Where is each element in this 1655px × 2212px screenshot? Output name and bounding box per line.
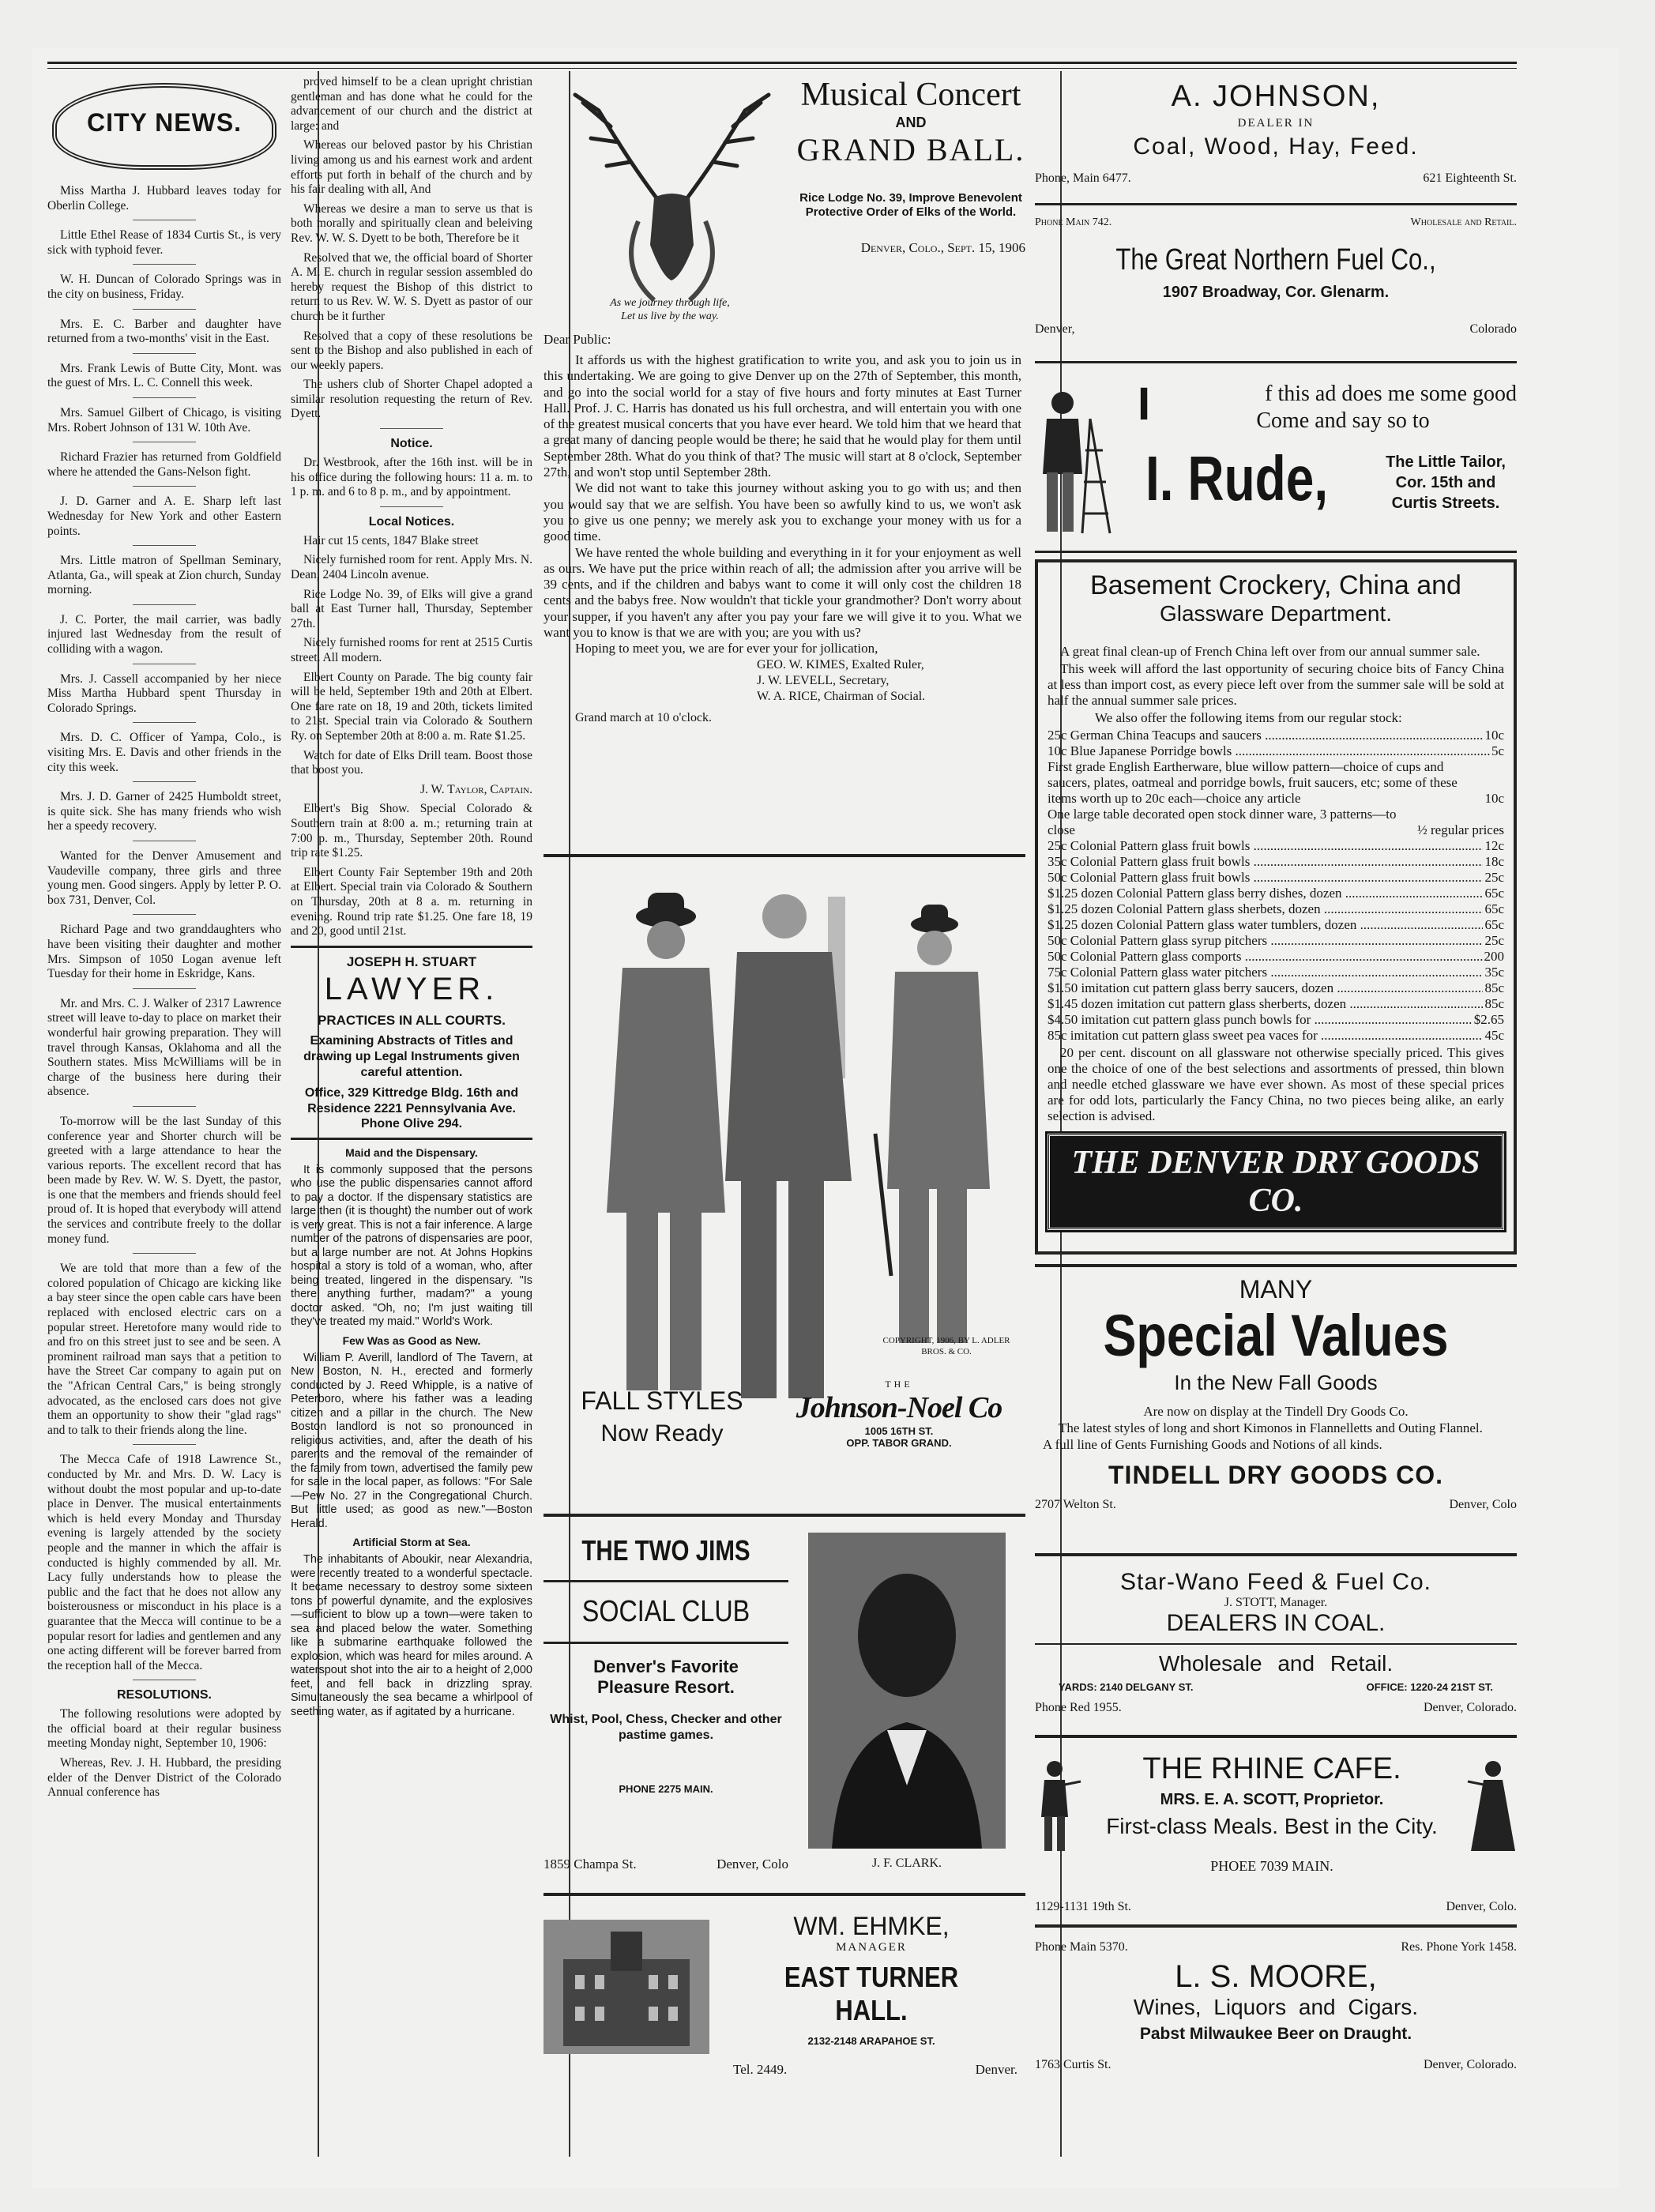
- news-item: We are told that more than a few of the colored population of Chicago are kicking like a bay steer since the open cable cars have been replaced with enclosed electric cars on a popular street. Heretofore many would ride to and fro on this street just to see and be seen. A prominent railroad man says that a petition to have the Street Car company to again put on the "African Central Cars," is being strongly advocated, as the enclosed cars does not give them an opportunity to show their "glad rags" and to talk to their friends along the line.: [47, 1262, 281, 1437]
- news-item: Elbert County on Parade. The big county fair will be held, September 19th and 20th at Elbert. One fare rate on 18, 19 and 20th, tickets limited to 21st. Special train via Colorado & Southern Ry. on September 20th at 8:00 a. m. Rate $1.25.: [291, 670, 532, 743]
- few-heading: Few Was as Good as New.: [342, 1334, 481, 1347]
- news-item: Little Ethel Rease of 1834 Curtis St., is very sick with typhoid fever.: [47, 228, 281, 257]
- denver-dry-goods-logo: THE DENVER DRY GOODS CO.: [1048, 1134, 1504, 1230]
- ehmke-city: Denver.: [975, 2062, 1017, 2077]
- divider: [133, 486, 196, 487]
- concert-and: AND: [895, 115, 927, 130]
- divider: [133, 722, 196, 723]
- crockery-title2: Glassware Department.: [1159, 601, 1393, 626]
- news-item: Whereas we desire a man to serve us that is both morally and spiritually clean and beleiving Rev. W. W. S. Dyett to be both, Therefore be it: [291, 201, 532, 245]
- rude-name: I. Rude,: [1145, 443, 1329, 514]
- column-concert: [544, 75, 1025, 2125]
- divider: [133, 604, 196, 605]
- ehmke-addr: 2132-2148 ARAPAHOE ST.: [807, 2035, 935, 2047]
- starwano-phone: Phone Red 1955.: [1035, 1701, 1122, 1714]
- games: Whist, Pool, Chess, Checker and other pastime games.: [550, 1713, 782, 1742]
- news-item: proved himself to be a clean upright christian gentleman and has done what he could for the advancement of our church and the district at large: and: [291, 75, 532, 133]
- price-item: 50c Colonial Pattern glass comports .....: [1048, 949, 1483, 965]
- price-item: $1.50 imitation cut pattern glass berry saucers, dozen .....: [1048, 980, 1483, 996]
- lawyer-practice: PRACTICES IN ALL COURTS.: [317, 1012, 506, 1028]
- price-item: First grade English Eartherware, blue willow pattern—choice of cups and saucers, plates, oatmeal and porridge bowls, fruit saucers, etc; some of these items worth up to 20c each—choice any article: [1048, 759, 1458, 806]
- moore-phone: Phone Main 5370.: [1035, 1940, 1128, 1954]
- turner-hall-ad: [544, 1896, 1025, 2101]
- rude-t2: Cor. 15th and: [1395, 474, 1496, 491]
- news-item: Whereas, Rev. J. H. Hubbard, the presiding elder of the Denver District of the Colorado Annual conference has: [47, 1756, 281, 1800]
- club-phone: PHONE 2275 MAIN.: [619, 1783, 713, 1795]
- ehmke-hall: EAST TURNER HALL.: [784, 1961, 959, 2026]
- three-men-illustration-icon: [559, 881, 1002, 1410]
- favorite-line2: Pleasure Resort.: [597, 1677, 735, 1697]
- waiter-icon: [1035, 1758, 1082, 1853]
- news-item: Hair cut 15 cents, 1847 Blake street: [303, 533, 479, 547]
- tindell-l3: A full line of Gents Furnishing Goods and Notions of all kinds.: [1043, 1437, 1382, 1452]
- rude-tailor-ad: [1035, 363, 1517, 553]
- moore-ad: [1035, 1928, 1517, 2094]
- price-row: [1048, 743, 1504, 759]
- price-item: $1.45 dozen imitation cut pattern glass sherberts, dozen .....: [1048, 996, 1483, 1012]
- grand-ball-title: GRAND BALL.: [796, 132, 1025, 167]
- resolutions-continued: [291, 75, 532, 422]
- two-jims-ad: [544, 1517, 1025, 1896]
- news-item: Richard Frazier has returned from Goldfield where he attended the Gans-Nelson fight.: [47, 450, 281, 479]
- price-value: 35c: [1484, 965, 1504, 980]
- price-value: 65c: [1484, 917, 1504, 932]
- crockery-title1: Basement Crockery, China and: [1090, 570, 1461, 600]
- tindell-special: Special Values: [1103, 1303, 1449, 1368]
- price-value: 10c: [1484, 728, 1504, 743]
- local-notices: [291, 534, 532, 778]
- news-item: The following resolutions were adopted by the official board at their regular business meeting Monday night, September 10, 1906:: [47, 1707, 281, 1751]
- northern-footer: [1035, 322, 1517, 337]
- divider: [133, 781, 196, 782]
- column-resolutions: [291, 75, 532, 2125]
- logo-addr1: 1005 16TH ST.: [864, 1425, 934, 1437]
- price-item: $1.25 dozen Colonial Pattern glass sherbets, dozen .....: [1048, 901, 1483, 917]
- concert-heading: [796, 75, 1025, 256]
- price-value: 85c: [1484, 980, 1504, 995]
- price-item: 25c Colonial Pattern glass fruit bowls .....: [1048, 838, 1483, 854]
- northern-phone: Phone Main 742.: [1035, 216, 1112, 228]
- ehmke-text: [725, 1912, 1017, 2047]
- lawyer-title: LAWYER.: [324, 971, 499, 1006]
- price-row: [1048, 854, 1504, 870]
- rhine-name: THE RHINE CAFE.: [1142, 1752, 1401, 1785]
- northern-city: Denver,: [1035, 322, 1075, 336]
- signatures: [544, 657, 1021, 705]
- price-row: [1048, 728, 1504, 743]
- price-item: 10c Blue Japanese Porridge bowls .....: [1048, 743, 1490, 759]
- news-item: It affords us with the highest gratification to write you, and ask you to join us in this undertaking. We are going to give Denver up on the 27th of September, this month, and go into the social world for a stay of five hours and forty minutes at East Turner Hall. Prof. J. C. Harris has donated us his full orchestra, and will entertain you with one of the greatest musical concerts that you have ever heard. We told him that we heard that a great many of dancing people would be there; he said that he would play for them until September 28th. What do you think of that? The music will start at 8 o'clock, September 27th, and won't stop until September 28th.: [544, 352, 1021, 480]
- tindell-l2: The latest styles of long and short Kimonos in Flannelletts and Outing Flannel.: [1059, 1420, 1483, 1435]
- price-item: $4.50 imitation cut pattern glass punch bowls for .....: [1048, 1012, 1473, 1028]
- rhine-footer: [1035, 1900, 1517, 1914]
- signature-3: W. A. RICE, Chairman of Social.: [757, 689, 926, 703]
- price-item: 35c Colonial Pattern glass fruit bowls .....: [1048, 854, 1483, 870]
- tindell-many: MANY: [1239, 1275, 1313, 1304]
- price-row: [1048, 949, 1504, 965]
- lawyer-ad: [291, 946, 532, 1140]
- rhine-phone: PHOEE 7039 MAIN.: [1210, 1858, 1333, 1874]
- tindell-l1: Are now on display at the Tindell Dry Goods Co.: [1143, 1404, 1409, 1419]
- crockery-intro1: A great final clean-up of French China left over from our annual summer sale.: [1060, 644, 1480, 659]
- johnson-ad: [1035, 75, 1517, 205]
- turner-hall-building-icon: [544, 1920, 709, 2054]
- rhine-cafe-ad: [1035, 1738, 1517, 1928]
- price-row: [1048, 965, 1504, 980]
- tindell-name: TINDELL DRY GOODS CO.: [1108, 1461, 1443, 1489]
- city-news-title: CITY NEWS.: [86, 108, 243, 137]
- news-item: Rice Lodge No. 39, of Elks will give a grand ball at East Turner hall, Thursday, September 27th.: [291, 587, 532, 630]
- tindell-fall: In the New Fall Goods: [1174, 1371, 1378, 1394]
- starwano-ws: Wholesale and Retail.: [1158, 1651, 1394, 1676]
- news-item: Whereas our beloved pastor by his Christian living among us and his earnest work and ardent efforts put forth in behalf of the church and by his fair dealing with all, And: [291, 138, 532, 197]
- moore-res: Res. Phone York 1458.: [1401, 1940, 1517, 1954]
- lawyer-name: JOSEPH H. STUART: [346, 954, 477, 969]
- elk-head-icon: [544, 79, 796, 316]
- price-item: 75c Colonial Pattern glass water pitchers .....: [1048, 965, 1483, 980]
- local-notices-2: [291, 802, 532, 939]
- city-news-items: [47, 184, 281, 1680]
- price-value: 200: [1484, 949, 1504, 964]
- fall-styles-ad: [544, 857, 1025, 1517]
- news-item: Mrs. Frank Lewis of Butte City, Mont. was the guest of Mrs. L. C. Connell this week.: [47, 361, 281, 390]
- price-value: 65c: [1484, 886, 1504, 901]
- price-item: 50c Colonial Pattern glass syrup pitchers .....: [1048, 933, 1483, 949]
- news-item: Mr. and Mrs. C. J. Walker of 2317 Lawrence street will leave to-day to place on market their wonderful hair growing preparation. They will travel through Kansas, Oklahoma and all the Southern states. Miss McWilliams will be in charge of the business here during their absence.: [47, 996, 281, 1099]
- tailor-figure-icon: [1035, 387, 1114, 537]
- divider: [133, 309, 196, 310]
- tindell-ad: [1035, 1264, 1517, 1556]
- price-row: [1048, 901, 1504, 917]
- starwano-city: Denver, Colorado.: [1424, 1701, 1517, 1714]
- starwano-dealers: DEALERS IN COAL.: [1166, 1610, 1386, 1636]
- news-item: Nicely furnished room for rent. Apply Mrs. N. Dean, 2404 Lincoln avenue.: [291, 553, 532, 582]
- news-item: Nicely furnished rooms for rent at 2515 Curtis street. All modern.: [291, 636, 532, 664]
- top-rule-thin: [47, 68, 1517, 69]
- news-item: Mrs. J. Cassell accompanied by her niece Miss Martha Hubbard spent Thursday in Colorado Springs.: [47, 672, 281, 715]
- storm-heading: Artificial Storm at Sea.: [352, 1536, 471, 1549]
- logo-the: THE: [885, 1379, 913, 1390]
- ehmke-tel: Tel. 2449.: [733, 2062, 788, 2077]
- news-item: Richard Page and two granddaughters who have been visiting their daughter and mother Mrs. Simpson of 1050 Logan avenue left Tuesday for their home in Eskridge, Kans.: [47, 923, 281, 981]
- moore-name: L. S. MOORE,: [1175, 1959, 1377, 1994]
- news-item: W. H. Duncan of Colorado Springs was in the city on business, Friday.: [47, 273, 281, 301]
- price-value: ½ regular prices: [1417, 822, 1504, 837]
- divider: [133, 1106, 196, 1107]
- portrait-caption: J. F. CLARK.: [871, 1856, 942, 1870]
- now-ready: Now Ready: [600, 1420, 724, 1446]
- price-row: [1048, 996, 1504, 1012]
- divider: [133, 397, 196, 398]
- starwano-ad: [1035, 1556, 1517, 1738]
- notice-text: Dr. Westbrook, after the 16th inst. will be in his office during the following hours: 11 a. m. to 1 p. m. and 6 to 8 p. m., and by appointment.: [291, 456, 532, 499]
- signature-2: J. W. LEVELL, Secretary,: [757, 673, 890, 687]
- two-jims-title: THE TWO JIMS: [581, 1534, 750, 1567]
- notice-heading: Notice.: [390, 437, 433, 451]
- concert-date: Denver, Colo., Sept. 15, 1906: [860, 240, 1025, 255]
- news-item: Hoping to meet you, we are for ever your for jollication,: [575, 641, 878, 656]
- rhine-text: [1082, 1752, 1461, 1875]
- top-rule: [47, 62, 1517, 64]
- starwano-addresses: [1035, 1681, 1517, 1693]
- news-item: Mrs. D. C. Officer of Yampa, Colo., is visiting Mrs. E. Davis and other friends in the city this week.: [47, 731, 281, 774]
- starwano-yards: YARDS: 2140 DELGANY ST.: [1059, 1681, 1194, 1693]
- resolutions-text: [47, 1707, 281, 1800]
- column-city-news: [47, 75, 281, 2125]
- caption-line1: As we journey through life,: [610, 297, 730, 309]
- social-club: SOCIAL CLUB: [581, 1595, 750, 1628]
- johnson-footer: [1035, 171, 1517, 186]
- johnson-phone: Phone, Main 6477.: [1035, 171, 1131, 185]
- starwano-mgr: J. STOTT, Manager.: [1224, 1596, 1328, 1609]
- crockery-intro2: This week will afford the last opportunity of securing choice bits of Fancy China at less than import cost, as every piece left over from the summer sale will be sold at half the annual summer sale prices.: [1048, 661, 1504, 708]
- divider: [133, 914, 196, 915]
- starwano-office: OFFICE: 1220-24 21ST ST.: [1366, 1681, 1493, 1693]
- moore-top: [1035, 1940, 1517, 1954]
- news-item: Mrs. E. C. Barber and daughter have returned from a two-months' visit in the East.: [47, 317, 281, 346]
- moore-footer: [1035, 2058, 1517, 2072]
- rude-initial: I: [1138, 378, 1151, 430]
- elk-caption: [575, 296, 765, 323]
- taylor-signature: J. W. Taylor, Captain.: [420, 782, 532, 796]
- price-item: $1.25 dozen Colonial Pattern glass water tumblers, dozen .....: [1048, 917, 1483, 933]
- logo-addr2: OPP. TABOR GRAND.: [846, 1437, 952, 1449]
- northern-fuel-ad: [1035, 205, 1517, 363]
- crockery-price-list: [1048, 728, 1504, 1044]
- price-value: 5c: [1491, 743, 1504, 758]
- divider: [380, 506, 443, 507]
- rhine-meals: First-class Meals. Best in the City.: [1106, 1814, 1438, 1838]
- news-item: The Mecca Cafe of 1918 Lawrence St., conducted by Mr. and Mrs. D. W. Lacy is without doubt the most popular and up-to-date place in Denver. The musical entertainments which is held every Monday and Thursday evening is largely attended by the society people and the manner in which the affair is conducted is highly commended by all. Mr. Lacy fully understands how to please the public and the fact that he does not allow any boisterousness or misconduct in his place is a guarantee that the Mecca will continue to be a popular resort for ladies and gentlemen and any one acting different will be forever barred from the reception hall of the Mecca.: [47, 1453, 281, 1672]
- grand-march: Grand march at 10 o'clock.: [575, 710, 713, 724]
- ehmke-footer: [733, 2062, 1017, 2078]
- rude-t3: Curtis Streets.: [1391, 495, 1500, 512]
- club-city: Denver, Colo: [717, 1856, 788, 1872]
- moore-goods: Wines, Liquors and Cigars.: [1133, 1995, 1419, 2019]
- resolutions-heading: RESOLUTIONS.: [116, 1688, 212, 1702]
- moore-addr: 1763 Curtis St.: [1035, 2058, 1111, 2071]
- rude-lines: [1169, 381, 1517, 434]
- price-value: 85c: [1484, 996, 1504, 1011]
- price-value: $2.65: [1473, 1012, 1504, 1027]
- city-news-masthead: [47, 75, 281, 178]
- rhine-prop: MRS. E. A. SCOTT, Proprietor.: [1160, 1791, 1384, 1808]
- rhine-addr: 1129-1131 19th St.: [1035, 1900, 1131, 1913]
- northern-addr: 1907 Broadway, Cor. Glenarm.: [1162, 284, 1390, 301]
- fall-styles: FALL STYLES: [581, 1386, 743, 1415]
- favorite-line1: Denver's Favorite: [593, 1657, 739, 1676]
- tindell-city: Denver, Colo: [1449, 1498, 1517, 1511]
- price-row: [1048, 933, 1504, 949]
- divider: [133, 1444, 196, 1445]
- crockery-intro3: We also offer the following items from our regular stock:: [1095, 710, 1402, 725]
- price-row: [1048, 759, 1504, 807]
- johnson-name: A. JOHNSON,: [1171, 80, 1381, 113]
- moore-beer: Pabst Milwaukee Beer on Draught.: [1139, 2025, 1412, 2043]
- price-row: [1048, 980, 1504, 996]
- tindell-addr: 2707 Welton St.: [1035, 1498, 1116, 1511]
- starwano-name: Star-Wano Feed & Fuel Co.: [1119, 1569, 1432, 1595]
- news-item: Elbert's Big Show. Special Colorado & Southern train at 8:00 a. m.; returning train at 7:00 p. m., Thursday, September 20th. Round trip rate $1.25.: [291, 802, 532, 860]
- price-value: 25c: [1484, 870, 1504, 885]
- rude-address: [1375, 452, 1517, 514]
- price-value: 10c: [1484, 791, 1504, 806]
- news-item: Resolved that we, the official board of Shorter A. M. E. church in regular session assembled do hereby request the Bishop of this district to return to us Rev. W. W. S. Dyett as pastor of our church be it further: [291, 250, 532, 323]
- divider: [133, 1253, 196, 1254]
- news-item: To-morrow will be the last Sunday of this conference year and Shorter church will be greeted with a large attendance to hear the various reports. The excellent record that has been made by Rev. W. W. S. Dyett, the pastor, is one that the members and friends should feel proud of. It is hoped that everybody will attend the services and contribute freely to the dollar money fund.: [47, 1114, 281, 1246]
- moore-city: Denver, Colorado.: [1424, 2058, 1517, 2071]
- price-value: 25c: [1484, 933, 1504, 948]
- northern-name: The Great Northern Fuel Co.,: [1115, 243, 1436, 276]
- price-item: One large table decorated open stock dinner ware, 3 patterns—to close: [1048, 807, 1397, 837]
- news-item: We did not want to take this journey without asking you to go with us; and then you would say that we are selfish. You have been so awfully kind to us, we won't ask you to give us one penny; we merely ask you to exchange your money with us for a good time.: [544, 480, 1021, 544]
- news-item: J. D. Garner and A. E. Sharp left last Wednesday for New York and other Eastern points.: [47, 495, 281, 538]
- divider: [133, 353, 196, 354]
- price-value: 45c: [1484, 1028, 1504, 1043]
- price-item: $1.25 dozen Colonial Pattern glass berry dishes, dozen .....: [1048, 886, 1483, 901]
- maid-text: It is commonly supposed that the persons who use the public dispensaries cannot afford to pay a doctor. If the dispensary statistics are large then (it is thought) the number out of work is very great. This is not a fair inference. A large number of the patrons of dispensaries are poor, but a large number are not. At Johns Hopkins hospital a story is told of a woman, who, after being treated, lingered in the dispensary. "Is there anything further, madam?" a young doctor asked. "Oh, no; I'm just waiting till they've treated my maid." World's Work.: [291, 1163, 532, 1329]
- divider: [133, 545, 196, 546]
- price-item: 85c imitation cut pattern glass sweet pea vaces for .....: [1048, 1028, 1483, 1044]
- waitress-icon: [1461, 1758, 1517, 1853]
- northern-ws: Wholesale and Retail.: [1410, 216, 1517, 228]
- price-row: [1048, 917, 1504, 933]
- lawyer-office: Office, 329 Kittredge Bldg. 16th and Residence 2221 Pennsylvania Ave.: [304, 1085, 519, 1115]
- lawyer-line1: Examining Abstracts of Titles and drawing up Legal Instruments given careful attention.: [303, 1033, 520, 1079]
- concert-title: Musical Concert: [800, 77, 1021, 113]
- johnson-goods: Coal, Wood, Hay, Feed.: [1133, 134, 1419, 160]
- price-row: [1048, 1012, 1504, 1028]
- news-item: J. C. Porter, the mail carrier, was badly injured last Wednesday from the result of colliding with a wagon.: [47, 612, 281, 656]
- news-item: The ushers club of Shorter Chapel adopted a similar resolution requesting the return of Rev. Dyett.: [291, 378, 532, 421]
- portrait-photo: [808, 1533, 1006, 1849]
- rhine-city: Denver, Colo.: [1446, 1900, 1517, 1913]
- ehmke-name: WM. EHMKE,: [793, 1912, 950, 1940]
- northern-state: Colorado: [1469, 322, 1517, 336]
- rude-t1: The Little Tailor,: [1386, 453, 1506, 471]
- price-row: [1048, 886, 1504, 901]
- starwano-footer: [1035, 1701, 1517, 1715]
- price-row: [1048, 1028, 1504, 1044]
- northern-top: [1035, 216, 1517, 229]
- crockery-ad: [1035, 559, 1517, 1255]
- news-item: We have rented the whole building and everything in it for your enjoyment as well as ours. We have put the price within reach of all; the admission after you arrive will be 39 cents, and if the children and babys want to come it will only cost the children 18 cents and the babys free. Now wouldn't that tickle your grandmother? Don't worry about your supper, if you haven't any after you pay your fare we will give it to you. What we want you to know is that we are with you; are you with us?: [544, 544, 1021, 641]
- news-item: Elbert County Fair September 19th and 20th at Elbert. Special train via Colorado & Southern on Thursday, 20th at 8 a. m. returning in evening. Round trip rate $1.25. One fare 18, 19 and 20, good until 21st.: [291, 865, 532, 939]
- local-notices-heading: Local Notices.: [368, 514, 455, 529]
- logo-brand: Johnson-Noel Co: [796, 1391, 1002, 1424]
- two-jims-text: [544, 1534, 788, 1795]
- club-address: [544, 1856, 788, 1872]
- lodge-name: Rice Lodge No. 39, Improve Benevolent Protective Order of Elks of the World.: [799, 191, 1022, 219]
- divider: [380, 428, 443, 429]
- johnson-noel-logo: [780, 1379, 1017, 1449]
- news-item: Miss Martha J. Hubbard leaves today for Oberlin College.: [47, 184, 281, 213]
- signature-1: GEO. W. KIMES, Exalted Ruler,: [757, 657, 924, 672]
- portrait-icon: [808, 1533, 1006, 1849]
- news-item: Mrs. Little matron of Spellman Seminary, Atlanta, Ga., will speak at Zion church, Sunday morning.: [47, 554, 281, 597]
- concert-letter: [544, 332, 1021, 725]
- letter-body: [544, 352, 1021, 657]
- club-street: 1859 Champa St.: [544, 1856, 637, 1872]
- news-item: Resolved that a copy of these resolutions be sent to the Bishop and also published in each of our weekly papers.: [291, 329, 532, 372]
- few-text: William P. Averill, landlord of The Tavern, at New Boston, N. H., erected and formerly conducted by J. Reed Whipple, is a native of Peterboro, where his father was a leading citizen and a pillar in the church. The New Boston landlord is not so pronounced in religious activities, and, after the death of his parents and the removal of the remainder of the family from town, advertised the family pew for sale in the local paper, as follows: "For Sale—Pew No. 27 in the Congregational Church. But little used; as good as new."—Boston Herald.: [291, 1351, 532, 1530]
- price-value: 18c: [1484, 854, 1504, 869]
- price-value: 12c: [1484, 838, 1504, 853]
- news-item: Mrs. Samuel Gilbert of Chicago, is visiting Mrs. Robert Johnson of 131 W. 10th Ave.: [47, 405, 281, 434]
- caption-line2: Let us live by the way.: [621, 310, 719, 322]
- johnson-addr: 621 Eighteenth St.: [1423, 171, 1517, 185]
- fall-styles-text: [551, 1386, 773, 1447]
- rude-line1: f this ad does me some good: [1265, 382, 1517, 406]
- crockery-outro: 20 per cent. discount on all glassware not otherwise specially priced. This gives one the choice of one of the best selections and assortments of pressed, thin blown and needle etched glassware we have ever shown. As most of these special prices are for odd lots, particularly the Fancy China, no two pieces being alike, an early selection is advised.: [1048, 1045, 1504, 1123]
- price-row: [1048, 807, 1504, 838]
- rude-line2: Come and say so to: [1256, 408, 1430, 433]
- column-ads: [1035, 75, 1517, 2125]
- divider: [133, 264, 196, 265]
- concert-ad: [544, 75, 1025, 857]
- divider: [133, 988, 196, 989]
- tindell-footer: [1035, 1498, 1517, 1512]
- storm-text: The inhabitants of Aboukir, near Alexandria, were recently treated to a wonderful spectacle. It became necessary to destroy some sixteen tons of powerful dynamite, and the explosives —sufficient to blow up a town—were taken to sea and placed below the water. Something like a submarine earthquake followed the explosion, which was heard for miles around. A waterspout shot into the air to a height of 2,000 feet, and fell back in drizzling spray. Simultaneously the sea became a whirlpool of seething water, as if agitated by a hurricane.: [291, 1553, 532, 1718]
- copyright: COPYRIGHT, 1906, BY L. ADLER BROS. & CO.: [882, 1336, 1010, 1356]
- price-item: 50c Colonial Pattern glass fruit bowls .....: [1048, 870, 1483, 886]
- lawyer-phone: Phone Olive 294.: [360, 1116, 463, 1130]
- price-value: 65c: [1484, 901, 1504, 916]
- price-item: 25c German China Teacups and saucers .....: [1048, 728, 1483, 743]
- news-item: Wanted for the Denver Amusement and Vaudeville company, three girls and three young men. Good singers. Apply by letter P. O. box 731, Denver, Col.: [47, 849, 281, 907]
- maid-heading: Maid and the Dispensary.: [345, 1146, 478, 1159]
- price-row: [1048, 870, 1504, 886]
- johnson-dealer: DEALER IN: [1237, 117, 1315, 130]
- news-item: Mrs. J. D. Garner of 2425 Humboldt street, is quite sick. She has many friends who wish her a speedy recovery.: [47, 790, 281, 833]
- price-row: [1048, 838, 1504, 854]
- ehmke-manager: MANAGER: [836, 1941, 907, 1954]
- greeting: Dear Public:: [544, 332, 611, 347]
- news-item: Watch for date of Elks Drill team. Boost those that boost you.: [291, 748, 532, 777]
